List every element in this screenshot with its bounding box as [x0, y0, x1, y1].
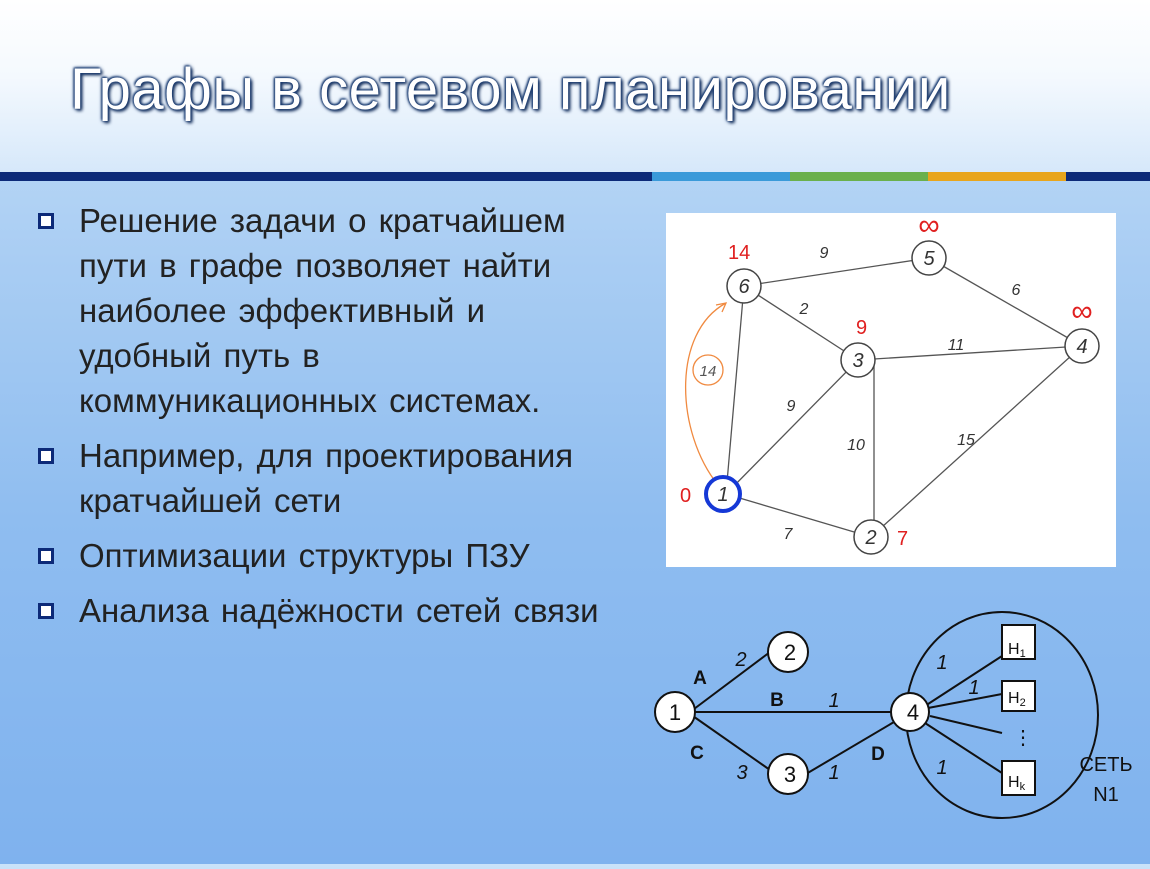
network-label: N1: [1093, 784, 1119, 806]
square-bullet-icon: [38, 548, 54, 564]
edge-weight: 9: [819, 245, 829, 262]
edge-6-5: [744, 258, 929, 286]
divider-stripe-navy: [0, 172, 652, 181]
divider-stripe-blue: [652, 172, 790, 181]
edge-label: C: [690, 743, 704, 764]
node-label: 3: [783, 762, 797, 787]
dijkstra-graph-svg: [666, 213, 1116, 567]
bullet-item: [34, 433, 614, 523]
network-label: СЕТЬ: [1079, 754, 1133, 776]
divider-stripe-navy-end: [1066, 172, 1150, 181]
bullet-item: [34, 533, 614, 578]
host-label: H1: [1008, 641, 1026, 660]
bullet-list: [34, 198, 614, 643]
node-label: 1: [668, 700, 682, 725]
edge-1-2: [726, 494, 871, 537]
edge-weight: 2: [799, 301, 809, 318]
node-label: 4: [906, 700, 920, 725]
bullet-item: [34, 588, 614, 633]
edge-2-4: [871, 346, 1082, 537]
path-arrow-curve: [686, 303, 726, 485]
node-distance: 9: [856, 317, 868, 339]
infinity-distance: ∞: [1071, 295, 1093, 328]
edge-weight: 1: [828, 690, 840, 712]
dijkstra-graph-figure: [666, 213, 1116, 567]
square-bullet-icon: [38, 213, 54, 229]
host-edge-weight: 1: [936, 652, 948, 674]
node-label: 3: [852, 350, 864, 372]
edge-weight: 15: [957, 432, 975, 449]
node-label: 1: [717, 484, 729, 506]
edge-label: D: [871, 744, 885, 765]
bullet-text: Анализа надёжности сетей связи: [79, 592, 599, 629]
edge-weight: 6: [1011, 282, 1021, 299]
edge-label: A: [693, 668, 707, 689]
network-diagram-svg: [640, 596, 1140, 864]
edge-weight: 9: [786, 398, 796, 415]
bullet-text: Решение задачи о кратчайшем пути в графе позволяет найти наиболее эффективный и удобный путь в коммуникационных системах.: [79, 202, 566, 419]
node-distance: 0: [680, 485, 692, 507]
divider-stripe-orange: [928, 172, 1066, 181]
host-edge-weight: 1: [968, 677, 980, 699]
node-label: 6: [738, 276, 750, 298]
square-bullet-icon: [38, 448, 54, 464]
divider-stripe-green: [790, 172, 928, 181]
edge-weight: 1: [828, 762, 840, 784]
node-label: 2: [865, 527, 877, 549]
network-diagram-figure: [640, 596, 1140, 864]
node-label: 2: [783, 640, 797, 665]
edge-weight: 2: [735, 649, 747, 671]
slide-title: Графы в сетевом планировании: [70, 57, 951, 122]
edge-1-6: [726, 286, 744, 494]
square-bullet-icon: [38, 603, 54, 619]
path-weight-label: 14: [699, 363, 717, 380]
bullet-item: [34, 198, 614, 423]
host-label: Hk: [1008, 774, 1026, 793]
host-edge-weight: 1: [936, 757, 948, 779]
edge-weight: 3: [736, 762, 748, 784]
edge-5-4: [929, 258, 1082, 346]
bullet-text: Например, для проектирования кратчайшей сети: [79, 437, 574, 519]
edge-h-dots: [930, 716, 1002, 733]
host-ellipsis: ⋮: [1013, 727, 1033, 749]
edge-3-4: [858, 346, 1082, 360]
host-label: H2: [1008, 690, 1026, 709]
edge-weight: 7: [783, 526, 793, 543]
node-label: 4: [1076, 336, 1088, 358]
edge-1-3: [726, 360, 858, 494]
node-label: 5: [923, 248, 935, 270]
edge-weight: 11: [947, 337, 965, 354]
edge-6-3: [744, 286, 858, 360]
bullet-text: Оптимизации структуры ПЗУ: [79, 537, 530, 574]
edge-label: B: [770, 690, 784, 711]
node-distance: 14: [728, 242, 751, 264]
infinity-distance: ∞: [918, 213, 940, 242]
edge-weight: 10: [847, 437, 865, 454]
node-distance: 7: [897, 528, 909, 550]
